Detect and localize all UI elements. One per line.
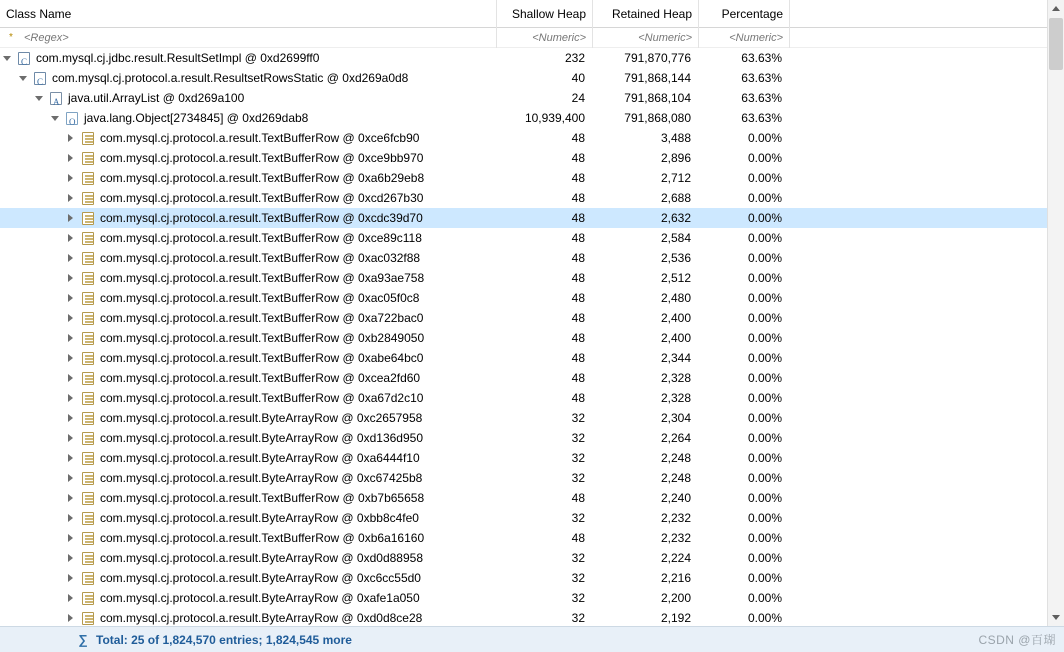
cell-retained-heap: 2,344 (660, 351, 691, 365)
leaf-object-icon (80, 570, 96, 586)
regex-icon: * (9, 31, 13, 43)
cell-spare (790, 248, 947, 268)
leaf-object-icon (80, 470, 96, 486)
cell-percentage: 0.00% (747, 371, 782, 385)
cell-percentage: 0.00% (747, 291, 782, 305)
cell-class-name[interactable] (0, 248, 497, 268)
object-label: com.mysql.cj.protocol.a.result.TextBufferRow @ 0xb2849050 (100, 331, 425, 345)
table-row[interactable] (0, 488, 1047, 508)
table-row[interactable] (0, 128, 1047, 148)
cell-percentage: 0.00% (747, 511, 782, 525)
object-label: com.mysql.cj.protocol.a.result.ByteArrayRow @ 0xafe1a050 (100, 591, 420, 605)
vertical-scrollbar-thumb[interactable] (1049, 18, 1063, 70)
table-row[interactable] (0, 108, 1047, 128)
leaf-object-icon (80, 410, 96, 426)
column-header-retained-heap[interactable]: Retained Heap (593, 0, 699, 28)
cell-spare (790, 548, 947, 568)
cell-spare (790, 228, 947, 248)
expand-arrow-icon[interactable] (64, 590, 80, 606)
cell-spare (790, 608, 947, 626)
collapse-arrow-icon[interactable] (48, 110, 64, 126)
cell-retained-heap: 791,868,144 (624, 71, 691, 85)
leaf-object-icon (80, 310, 96, 326)
expand-arrow-icon[interactable] (64, 370, 80, 386)
cell-retained-heap: 2,632 (660, 211, 691, 225)
object-label: com.mysql.cj.protocol.a.result.TextBufferRow @ 0xa722bac0 (100, 311, 424, 325)
expand-arrow-icon[interactable] (64, 230, 80, 246)
cell-shallow-heap: 48 (571, 131, 585, 145)
expand-arrow-icon[interactable] (64, 490, 80, 506)
cell-percentage: 0.00% (747, 451, 782, 465)
table-row[interactable] (0, 348, 1047, 368)
status-bar (0, 626, 1064, 652)
cell-percentage: 0.00% (747, 611, 782, 625)
cell-class-name[interactable] (0, 508, 497, 528)
cell-class-name[interactable] (0, 268, 497, 288)
object-label: com.mysql.cj.jdbc.result.ResultSetImpl @ 0xd2699ff0 (36, 51, 320, 65)
cell-retained-heap: 2,712 (660, 171, 691, 185)
cell-shallow-heap: 48 (571, 531, 585, 545)
expand-arrow-icon[interactable] (64, 290, 80, 306)
expand-arrow-icon[interactable] (64, 450, 80, 466)
table-row[interactable] (0, 168, 1047, 188)
cell-class-name[interactable] (0, 588, 497, 608)
cell-class-name[interactable] (0, 488, 497, 508)
cell-class-name[interactable] (0, 388, 497, 408)
scroll-down-arrow-icon[interactable] (1048, 609, 1064, 626)
cell-class-name[interactable] (0, 468, 497, 488)
object-label: com.mysql.cj.protocol.a.result.TextBufferRow @ 0xa6b29eb8 (100, 171, 425, 185)
cell-percentage: 63.63% (741, 111, 782, 125)
cell-retained-heap: 791,870,776 (624, 51, 691, 65)
cell-percentage: 0.00% (747, 191, 782, 205)
cell-class-name[interactable] (0, 48, 497, 68)
cell-shallow-heap: 48 (571, 371, 585, 385)
expand-arrow-icon[interactable] (64, 150, 80, 166)
cell-spare (790, 88, 947, 108)
table-row[interactable] (0, 268, 1047, 288)
cell-spare (790, 488, 947, 508)
leaf-object-icon (80, 350, 96, 366)
cell-class-name[interactable] (0, 148, 497, 168)
table-row[interactable] (0, 68, 1047, 88)
cell-retained-heap: 2,512 (660, 271, 691, 285)
object-label: com.mysql.cj.protocol.a.result.TextBufferRow @ 0xb7b65658 (100, 491, 425, 505)
expand-arrow-icon[interactable] (64, 510, 80, 526)
object-label: com.mysql.cj.protocol.a.result.TextBufferRow @ 0xce9bb970 (100, 151, 424, 165)
cell-percentage: 0.00% (747, 271, 782, 285)
cell-spare (790, 208, 947, 228)
cell-retained-heap: 2,400 (660, 311, 691, 325)
table-row[interactable] (0, 528, 1047, 548)
cell-spare (790, 288, 947, 308)
leaf-object-icon (80, 510, 96, 526)
cell-spare (790, 568, 947, 588)
leaf-object-icon (80, 190, 96, 206)
cell-spare (790, 388, 947, 408)
leaf-object-icon (80, 290, 96, 306)
table-row[interactable] (0, 188, 1047, 208)
object-label: com.mysql.cj.protocol.a.result.ByteArrayRow @ 0xc6cc55d0 (100, 571, 421, 585)
cell-shallow-heap: 32 (571, 611, 585, 625)
object-label: com.mysql.cj.protocol.a.result.ByteArrayRow @ 0xc67425b8 (100, 471, 423, 485)
table-row[interactable] (0, 448, 1047, 468)
expand-arrow-icon[interactable] (64, 250, 80, 266)
cell-retained-heap: 2,200 (660, 591, 691, 605)
collapse-arrow-icon[interactable] (0, 50, 16, 66)
cell-spare (790, 428, 947, 448)
cell-retained-heap: 2,248 (660, 471, 691, 485)
expand-arrow-icon[interactable] (64, 610, 80, 626)
cell-percentage: 0.00% (747, 531, 782, 545)
leaf-object-icon (80, 330, 96, 346)
cell-retained-heap: 2,232 (660, 511, 691, 525)
expand-arrow-icon[interactable] (64, 310, 80, 326)
object-label: com.mysql.cj.protocol.a.result.ByteArrayRow @ 0xd136d950 (100, 431, 423, 445)
table-row[interactable] (0, 368, 1047, 388)
table-row[interactable] (0, 568, 1047, 588)
cell-percentage: 0.00% (747, 571, 782, 585)
cell-percentage: 0.00% (747, 491, 782, 505)
cell-percentage: 0.00% (747, 311, 782, 325)
scroll-up-arrow-icon[interactable] (1048, 0, 1064, 17)
object-label: com.mysql.cj.protocol.a.result.ByteArrayRow @ 0xd0d88958 (100, 551, 423, 565)
cell-shallow-heap: 48 (571, 151, 585, 165)
cell-shallow-heap: 48 (571, 231, 585, 245)
cell-retained-heap: 2,224 (660, 551, 691, 565)
leaf-object-icon (80, 530, 96, 546)
cell-percentage: 63.63% (741, 71, 782, 85)
expand-arrow-icon[interactable] (64, 390, 80, 406)
expand-arrow-icon[interactable] (64, 550, 80, 566)
cell-class-name[interactable] (0, 328, 497, 348)
leaf-object-icon (80, 490, 96, 506)
expand-arrow-icon[interactable] (64, 210, 80, 226)
cell-spare (790, 148, 947, 168)
cell-percentage: 0.00% (747, 211, 782, 225)
leaf-object-icon (80, 170, 96, 186)
cell-retained-heap: 2,328 (660, 391, 691, 405)
filter-percentage[interactable]: <Numeric> (699, 28, 790, 48)
column-header-shallow-heap[interactable]: Shallow Heap (497, 0, 593, 28)
expand-arrow-icon[interactable] (64, 470, 80, 486)
cell-spare (790, 68, 947, 88)
table-row[interactable] (0, 308, 1047, 328)
cell-spare (790, 128, 947, 148)
object-label: com.mysql.cj.protocol.a.result.TextBufferRow @ 0xcea2fd60 (100, 371, 421, 385)
table-row[interactable] (0, 328, 1047, 348)
expand-arrow-icon[interactable] (64, 570, 80, 586)
sum-icon (74, 631, 92, 649)
collapse-arrow-icon[interactable] (16, 70, 32, 86)
cell-shallow-heap: 48 (571, 491, 585, 505)
object-label: com.mysql.cj.protocol.a.result.TextBufferRow @ 0xcdc39d70 (100, 211, 423, 225)
vertical-scrollbar[interactable] (1047, 0, 1064, 626)
expand-arrow-icon[interactable] (64, 130, 80, 146)
filter-class-name[interactable] (0, 28, 497, 48)
cell-retained-heap: 791,868,080 (624, 111, 691, 125)
table-row[interactable] (0, 588, 1047, 608)
arraylist-object-icon (48, 90, 64, 106)
cell-spare (790, 448, 947, 468)
object-label: java.lang.Object[2734845] @ 0xd269dab8 (84, 111, 309, 125)
cell-class-name[interactable] (0, 168, 497, 188)
leaf-object-icon (80, 250, 96, 266)
cell-spare (790, 168, 947, 188)
cell-percentage: 0.00% (747, 151, 782, 165)
cell-shallow-heap: 48 (571, 331, 585, 345)
tree-rows[interactable] (0, 48, 1047, 626)
cell-shallow-heap: 48 (571, 191, 585, 205)
object-label: com.mysql.cj.protocol.a.result.ByteArrayRow @ 0xc2657958 (100, 411, 423, 425)
cell-class-name[interactable] (0, 108, 497, 128)
table-row[interactable] (0, 248, 1047, 268)
object-label: com.mysql.cj.protocol.a.result.TextBufferRow @ 0xa67d2c10 (100, 391, 424, 405)
leaf-object-icon (80, 610, 96, 626)
cell-spare (790, 508, 947, 528)
cell-class-name[interactable] (0, 428, 497, 448)
leaf-object-icon (80, 130, 96, 146)
cell-spare (790, 308, 947, 328)
object-label: com.mysql.cj.protocol.a.result.TextBufferRow @ 0xce6fcb90 (100, 131, 420, 145)
cell-percentage: 0.00% (747, 431, 782, 445)
cell-shallow-heap: 32 (571, 571, 585, 585)
cell-retained-heap: 2,584 (660, 231, 691, 245)
cell-class-name[interactable] (0, 288, 497, 308)
cell-spare (790, 368, 947, 388)
cell-class-name[interactable] (0, 208, 497, 228)
table-row[interactable] (0, 388, 1047, 408)
cell-shallow-heap: 48 (571, 271, 585, 285)
cell-class-name[interactable] (0, 68, 497, 88)
cell-class-name[interactable] (0, 608, 497, 626)
object-label: com.mysql.cj.protocol.a.result.TextBufferRow @ 0xce89c118 (100, 231, 422, 245)
obj-object-icon (64, 110, 80, 126)
leaf-object-icon (80, 210, 96, 226)
class-object-icon (16, 50, 32, 66)
table-row[interactable] (0, 288, 1047, 308)
class-object-icon (32, 70, 48, 86)
cell-retained-heap: 2,536 (660, 251, 691, 265)
cell-class-name[interactable] (0, 568, 497, 588)
cell-percentage: 0.00% (747, 351, 782, 365)
cell-percentage: 0.00% (747, 591, 782, 605)
cell-spare (790, 48, 947, 68)
leaf-object-icon (80, 270, 96, 286)
cell-spare (790, 348, 947, 368)
cell-retained-heap: 2,400 (660, 331, 691, 345)
cell-percentage: 0.00% (747, 231, 782, 245)
cell-spare (790, 188, 947, 208)
cell-class-name[interactable] (0, 88, 497, 108)
cell-percentage: 0.00% (747, 551, 782, 565)
cell-spare (790, 528, 947, 548)
expand-arrow-icon[interactable] (64, 350, 80, 366)
cell-shallow-heap: 10,939,400 (524, 111, 585, 125)
cell-shallow-heap: 48 (571, 291, 585, 305)
expand-arrow-icon[interactable] (64, 530, 80, 546)
leaf-object-icon (80, 150, 96, 166)
cell-retained-heap: 2,192 (660, 611, 691, 625)
table-row[interactable] (0, 148, 1047, 168)
cell-class-name[interactable] (0, 188, 497, 208)
cell-shallow-heap: 48 (571, 311, 585, 325)
table-row[interactable] (0, 508, 1047, 528)
expand-arrow-icon[interactable] (64, 330, 80, 346)
expand-arrow-icon[interactable] (64, 270, 80, 286)
column-header-spare (790, 0, 947, 28)
leaf-object-icon (80, 390, 96, 406)
status-total-text: Total: 25 of 1,824,570 entries; 1,824,545 more (96, 632, 352, 647)
column-header-percentage[interactable]: Percentage (699, 0, 790, 28)
table-header (0, 0, 1047, 28)
table-row[interactable] (0, 608, 1047, 626)
filter-row (0, 28, 1047, 48)
object-label: com.mysql.cj.protocol.a.result.TextBufferRow @ 0xac032f88 (100, 251, 421, 265)
object-label: com.mysql.cj.protocol.a.result.ResultsetRowsStatic @ 0xd269a0d8 (52, 71, 409, 85)
cell-retained-heap: 2,240 (660, 491, 691, 505)
cell-retained-heap: 3,488 (660, 131, 691, 145)
object-label: com.mysql.cj.protocol.a.result.TextBufferRow @ 0xa93ae758 (100, 271, 425, 285)
cell-spare (790, 468, 947, 488)
cell-class-name[interactable] (0, 548, 497, 568)
cell-percentage: 0.00% (747, 171, 782, 185)
cell-retained-heap: 2,264 (660, 431, 691, 445)
cell-retained-heap: 2,688 (660, 191, 691, 205)
filter-spare (790, 28, 947, 48)
cell-shallow-heap: 48 (571, 211, 585, 225)
object-label: com.mysql.cj.protocol.a.result.ByteArrayRow @ 0xa6444f10 (100, 451, 420, 465)
object-label: com.mysql.cj.protocol.a.result.TextBufferRow @ 0xac05f0c8 (100, 291, 420, 305)
leaf-object-icon (80, 590, 96, 606)
cell-retained-heap: 2,896 (660, 151, 691, 165)
cell-shallow-heap: 48 (571, 251, 585, 265)
object-label: com.mysql.cj.protocol.a.result.TextBufferRow @ 0xb6a16160 (100, 531, 425, 545)
cell-shallow-heap: 32 (571, 511, 585, 525)
cell-shallow-heap: 32 (571, 451, 585, 465)
filter-class-name-text: <Regex> (24, 31, 69, 44)
expand-arrow-icon[interactable] (64, 170, 80, 186)
cell-percentage: 0.00% (747, 331, 782, 345)
leaf-object-icon (80, 550, 96, 566)
cell-retained-heap: 2,248 (660, 451, 691, 465)
object-label: com.mysql.cj.protocol.a.result.TextBufferRow @ 0xabe64bc0 (100, 351, 424, 365)
object-label: java.util.ArrayList @ 0xd269a100 (68, 91, 245, 105)
leaf-object-icon (80, 430, 96, 446)
leaf-object-icon (80, 370, 96, 386)
cell-class-name[interactable] (0, 528, 497, 548)
expand-arrow-icon[interactable] (64, 190, 80, 206)
object-label: com.mysql.cj.protocol.a.result.TextBufferRow @ 0xcd267b30 (100, 191, 424, 205)
table-row[interactable] (0, 408, 1047, 428)
cell-spare (790, 268, 947, 288)
cell-shallow-heap: 32 (571, 411, 585, 425)
cell-percentage: 0.00% (747, 251, 782, 265)
cell-spare (790, 588, 947, 608)
table-row[interactable] (0, 228, 1047, 248)
cell-retained-heap: 2,232 (660, 531, 691, 545)
cell-shallow-heap: 232 (564, 51, 585, 65)
cell-class-name[interactable] (0, 308, 497, 328)
cell-retained-heap: 2,328 (660, 371, 691, 385)
cell-class-name[interactable] (0, 348, 497, 368)
cell-spare (790, 328, 947, 348)
cell-class-name[interactable] (0, 448, 497, 468)
cell-class-name[interactable] (0, 408, 497, 428)
cell-percentage: 0.00% (747, 391, 782, 405)
cell-spare (790, 408, 947, 428)
cell-retained-heap: 2,480 (660, 291, 691, 305)
cell-percentage: 0.00% (747, 471, 782, 485)
cell-shallow-heap: 32 (571, 431, 585, 445)
expand-arrow-icon[interactable] (64, 410, 80, 426)
cell-percentage: 0.00% (747, 411, 782, 425)
watermark-text: CSDN @百瑚 (978, 633, 1056, 647)
cell-percentage: 63.63% (741, 51, 782, 65)
cell-class-name[interactable] (0, 228, 497, 248)
cell-class-name[interactable] (0, 128, 497, 148)
cell-shallow-heap: 40 (571, 71, 585, 85)
cell-shallow-heap: 32 (571, 591, 585, 605)
cell-retained-heap: 791,868,104 (624, 91, 691, 105)
leaf-object-icon (80, 230, 96, 246)
cell-shallow-heap: 48 (571, 171, 585, 185)
cell-shallow-heap: 32 (571, 551, 585, 565)
cell-percentage: 63.63% (741, 91, 782, 105)
cell-shallow-heap: 24 (571, 91, 585, 105)
cell-class-name[interactable] (0, 368, 497, 388)
filter-shallow-heap[interactable]: <Numeric> (497, 28, 593, 48)
cell-shallow-heap: 48 (571, 391, 585, 405)
table-row[interactable] (0, 428, 1047, 448)
table-row[interactable] (0, 48, 1047, 68)
cell-percentage: 0.00% (747, 131, 782, 145)
cell-retained-heap: 2,216 (660, 571, 691, 585)
object-label: com.mysql.cj.protocol.a.result.ByteArrayRow @ 0xbb8c4fe0 (100, 511, 419, 525)
cell-spare (790, 108, 947, 128)
filter-retained-heap[interactable]: <Numeric> (593, 28, 699, 48)
expand-arrow-icon[interactable] (64, 430, 80, 446)
collapse-arrow-icon[interactable] (32, 90, 48, 106)
table-row[interactable] (0, 88, 1047, 108)
cell-retained-heap: 2,304 (660, 411, 691, 425)
table-row[interactable] (0, 468, 1047, 488)
cell-shallow-heap: 32 (571, 471, 585, 485)
column-header-class-name[interactable]: Class Name (0, 0, 497, 28)
object-label: com.mysql.cj.protocol.a.result.ByteArrayRow @ 0xd0d8ce28 (100, 611, 423, 625)
cell-shallow-heap: 48 (571, 351, 585, 365)
table-row[interactable] (0, 208, 1047, 228)
leaf-object-icon (80, 450, 96, 466)
table-row[interactable] (0, 548, 1047, 568)
